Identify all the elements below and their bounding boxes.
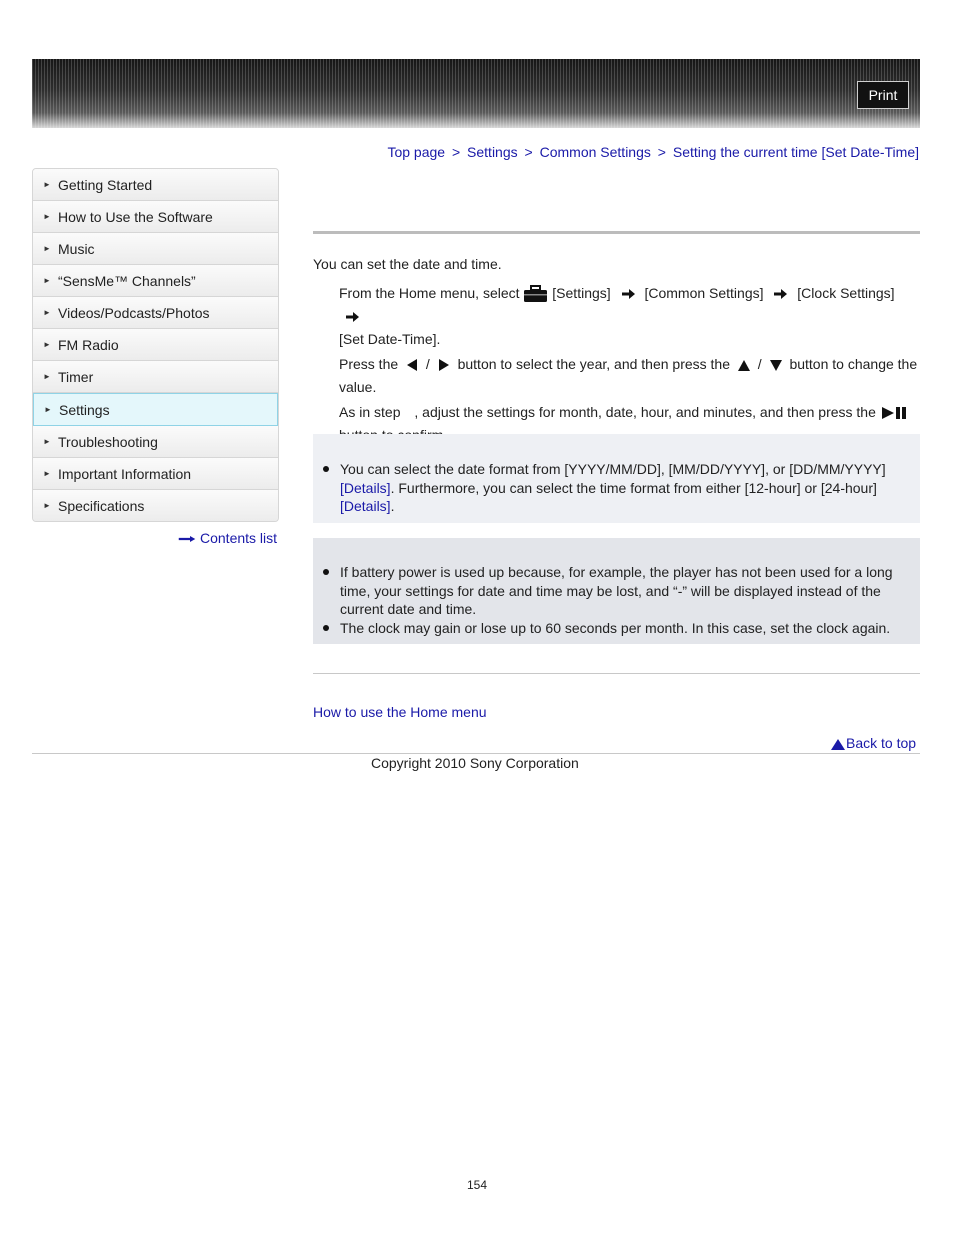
right-arrow-icon (615, 288, 641, 300)
step1-settings: [Settings] (552, 285, 611, 301)
chevron-right-icon: ► (43, 372, 51, 381)
chevron-right-icon: ► (43, 340, 51, 349)
list-item (340, 460, 905, 516)
chevron-right-icon: ► (43, 308, 51, 317)
breadcrumb-current-page[interactable]: Setting the current time [Set Date-Time] (672, 144, 919, 160)
step1-common-settings: [Common Settings] (644, 285, 764, 301)
sidebar-item-label: Specifications (58, 497, 145, 514)
chevron-right-icon: ► (43, 276, 51, 285)
sidebar-item-label: How to Use the Software (58, 208, 213, 225)
down-triangle-icon (766, 358, 786, 372)
right-arrow-icon (339, 311, 363, 323)
print-button[interactable]: Print (857, 81, 909, 109)
right-triangle-icon (434, 358, 454, 372)
sidebar-item-label: Getting Started (58, 176, 153, 193)
chevron-right-icon: ► (43, 180, 51, 189)
copyright-text: Copyright 2010 Sony Corporation (371, 755, 579, 771)
sidebar-item-settings[interactable] (33, 393, 278, 426)
sidebar-item-troubleshooting[interactable] (33, 426, 278, 458)
footer-divider (32, 753, 920, 754)
chevron-right-icon: ► (43, 437, 51, 446)
step2-slash: / (757, 356, 762, 372)
sidebar-item-label: Videos/Podcasts/Photos (58, 304, 210, 321)
hint-text: . Furthermore, you can select the time format from either [12-hour] or [24-hour] (390, 479, 877, 496)
sidebar-nav (32, 168, 279, 522)
chevron-right-icon: ► (43, 469, 51, 478)
step2-slash: / (425, 356, 430, 372)
sidebar-item-label: Settings (59, 401, 110, 418)
chevron-right-icon: ► (43, 501, 51, 510)
breadcrumb-top-page[interactable]: Top page (387, 144, 446, 160)
back-to-top-link[interactable] (830, 735, 916, 751)
step-1 (339, 282, 919, 351)
breadcrumb-settings[interactable]: Settings (467, 144, 518, 160)
step1-clock-settings: [Clock Settings] (797, 285, 895, 301)
header-banner (32, 59, 920, 128)
details-link-time-format[interactable]: [Details] (340, 498, 391, 514)
note-box (313, 538, 920, 644)
list-item: If battery power is used up because, for example, the player has not been used for a long time, your settings for date and time may be lost, and “-” will be displayed instead of the current date and time. (340, 563, 905, 619)
right-arrow-icon (767, 288, 793, 300)
hint-text: You can select the date format from [YYYY/MM/DD], [MM/DD/YYYY], or [DD/MM/YYYY] (340, 461, 886, 477)
title-divider (313, 231, 920, 234)
sidebar-item-sensme-channels[interactable] (33, 265, 278, 297)
step3-prefix: As in step (339, 404, 401, 420)
steps-list (339, 282, 919, 449)
section-divider (313, 673, 920, 674)
sidebar-item-music[interactable] (33, 233, 278, 265)
up-triangle-icon (734, 358, 754, 372)
sidebar-item-fm-radio[interactable] (33, 329, 278, 361)
step2-middle: button to select the year, and then press the (457, 356, 730, 372)
sidebar-item-label: Timer (58, 368, 94, 385)
breadcrumb (387, 144, 919, 160)
left-triangle-icon (402, 358, 422, 372)
chevron-right-icon: ► (43, 212, 51, 221)
contents-list-label: Contents list (200, 530, 278, 546)
sidebar-item-getting-started[interactable] (33, 169, 278, 201)
hint-list (340, 460, 905, 516)
page-number: 154 (466, 1178, 488, 1192)
breadcrumb-common-settings[interactable]: Common Settings (539, 144, 651, 160)
play-pause-icon (880, 406, 908, 420)
sidebar-item-videos-podcasts-photos[interactable] (33, 297, 278, 329)
settings-toolbox-icon (523, 285, 548, 303)
contents-list-link[interactable] (176, 530, 277, 546)
sidebar-item-how-to-use-software[interactable] (33, 201, 278, 233)
sidebar-item-label: Important Information (58, 465, 192, 482)
sidebar-item-specifications[interactable] (33, 490, 278, 521)
back-to-top-icon (830, 738, 846, 751)
breadcrumb-separator: > (524, 144, 533, 160)
step3-middle: , adjust the settings for month, date, hour, and minutes, and then press the (414, 404, 876, 420)
hint-text: . (390, 498, 395, 514)
hint-box (313, 434, 920, 523)
chevron-right-icon: ► (43, 244, 51, 253)
step1-set-date-time: [Set Date-Time]. (339, 331, 441, 347)
contents-arrow-icon (176, 536, 198, 542)
step2-prefix: Press the (339, 356, 399, 372)
sidebar-item-label: Music (58, 240, 95, 257)
note-list (340, 563, 905, 637)
sidebar-item-label: “SensMe™ Channels” (58, 272, 196, 289)
list-item: The clock may gain or lose up to 60 seconds per month. In this case, set the clock again. (340, 619, 905, 638)
related-link-home-menu[interactable]: How to use the Home menu (313, 704, 487, 720)
intro-text: You can set the date and time. (313, 256, 502, 272)
sidebar-item-label: Troubleshooting (58, 433, 158, 450)
step-2 (339, 353, 919, 399)
sidebar-item-label: FM Radio (58, 336, 119, 353)
sidebar-item-timer[interactable] (33, 361, 278, 393)
step2-suffix: button to change the value. (339, 356, 918, 395)
sidebar-item-important-information[interactable] (33, 458, 278, 490)
chevron-right-icon: ► (44, 405, 52, 414)
details-link-date-format[interactable]: [Details] (340, 479, 391, 496)
breadcrumb-separator: > (451, 144, 461, 160)
breadcrumb-separator: > (657, 144, 666, 160)
step1-prefix: From the Home menu, select (339, 285, 524, 301)
back-to-top-label: Back to top (846, 735, 917, 751)
